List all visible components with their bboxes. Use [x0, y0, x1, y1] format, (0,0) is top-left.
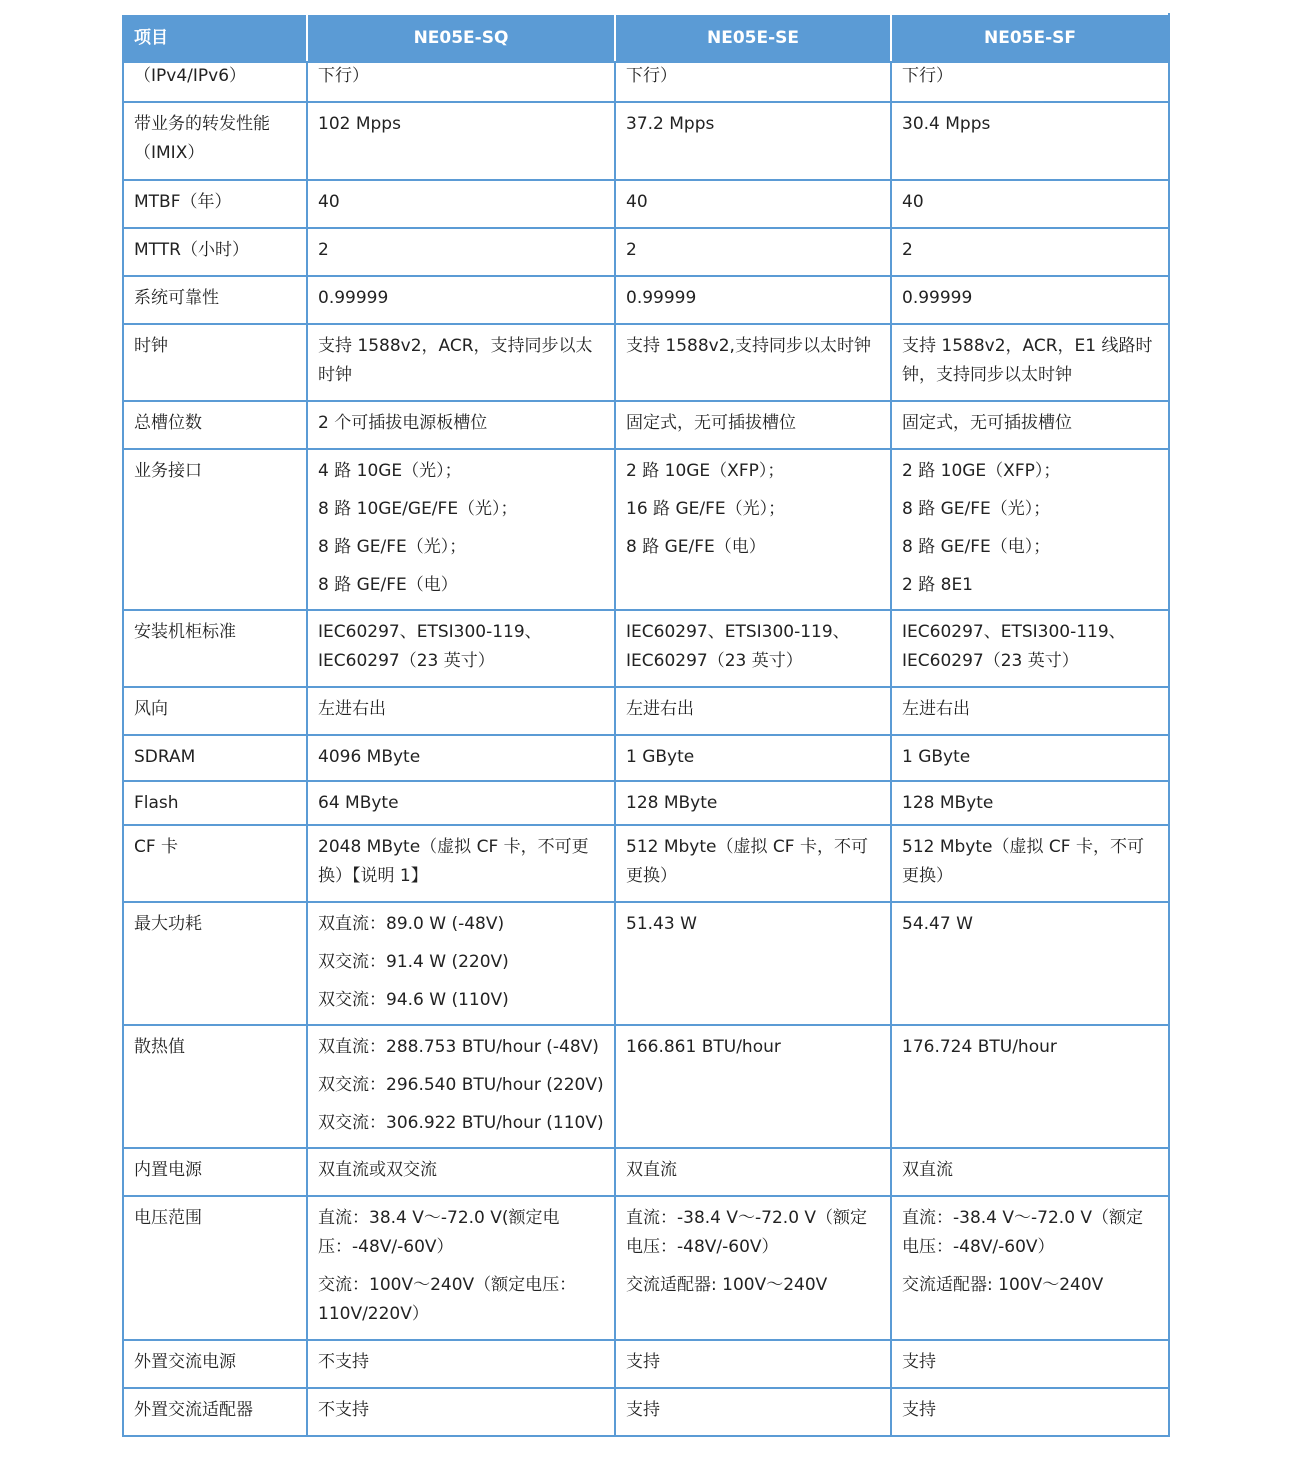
cell-line: 双交流：94.6 W (110V): [318, 990, 509, 1010]
table-cell: [615, 102, 891, 180]
table-cell: [891, 401, 1169, 449]
cell-line: 交流适配器: 100V～240V: [902, 1275, 1104, 1295]
table-row: [123, 1025, 1169, 1148]
row-label: （IPv4/IPv6）: [123, 62, 307, 102]
table-cell: [307, 180, 615, 228]
row-label: 带业务的转发性能（IMIX）: [123, 102, 307, 180]
table-cell: [615, 1025, 891, 1148]
table-cell: [307, 735, 615, 781]
cell-line: 不支持: [318, 1400, 369, 1420]
table-cell: [891, 735, 1169, 781]
table-cell: [307, 1025, 615, 1148]
table-cell: [615, 180, 891, 228]
table-cell: [891, 687, 1169, 735]
row-label: Flash: [123, 781, 307, 825]
cell-line: 166.861 BTU/hour: [626, 1037, 781, 1057]
cell-line: 2048 MByte（虚拟 CF 卡，不可更换）【说明 1】: [318, 837, 589, 886]
table-cell: [615, 62, 891, 102]
cell-line: 支持 1588v2,支持同步以太时钟: [626, 336, 871, 356]
table-cell: [891, 1025, 1169, 1148]
cell-line: 40: [318, 192, 340, 212]
cell-line: 交流：100V～240V（额定电压：110V/220V）: [318, 1275, 577, 1324]
table-cell: [891, 276, 1169, 324]
cell-line: 支持 1588v2，ACR，支持同步以太时钟: [318, 336, 593, 385]
table-cell: [891, 1196, 1169, 1340]
cell-line: 左进右出: [902, 699, 970, 719]
table-cell: [615, 324, 891, 401]
row-label: 外置交流电源: [123, 1340, 307, 1388]
row-label: 系统可靠性: [123, 276, 307, 324]
header-row: [123, 14, 1169, 62]
row-label: 总槽位数: [123, 401, 307, 449]
cell-line: 2 个可插拔电源板槽位: [318, 413, 488, 433]
cell-line: 下行）: [626, 66, 677, 86]
row-label: 电压范围: [123, 1196, 307, 1340]
table-header: [123, 14, 1169, 62]
cell-line: 双交流：306.922 BTU/hour (110V): [318, 1113, 604, 1133]
cell-line: 8 路 GE/FE（光）；: [902, 499, 1051, 519]
cell-line: 2 路 8E1: [902, 575, 973, 595]
row-label: 最大功耗: [123, 902, 307, 1025]
table-cell: [615, 902, 891, 1025]
cell-line: 40: [902, 192, 924, 212]
table-cell: [307, 62, 615, 102]
table-cell: [307, 1196, 615, 1340]
table-row: [123, 902, 1169, 1025]
cell-line: 8 路 GE/FE（光）；: [318, 537, 467, 557]
table-cell: [615, 1388, 891, 1436]
cell-line: 下行）: [318, 66, 369, 86]
table-cell: [891, 902, 1169, 1025]
cell-line: 8 路 GE/FE（电）；: [902, 537, 1051, 557]
table-body: [123, 62, 1169, 1436]
cell-line: 支持: [902, 1400, 936, 1420]
table-row: [123, 228, 1169, 276]
table-cell: [891, 610, 1169, 687]
table-cell: [891, 62, 1169, 102]
cell-line: 128 MByte: [902, 793, 994, 813]
table-cell: [891, 825, 1169, 902]
header-item: 项目: [123, 14, 307, 62]
cell-line: 左进右出: [318, 699, 386, 719]
table-row: [123, 276, 1169, 324]
cell-line: 双直流：288.753 BTU/hour (-48V): [318, 1037, 599, 1057]
table-row: [123, 449, 1169, 610]
row-label: 时钟: [123, 324, 307, 401]
cell-line: 54.47 W: [902, 914, 973, 934]
table-row: [123, 735, 1169, 781]
table-cell: [307, 610, 615, 687]
table-cell: [891, 781, 1169, 825]
cell-line: 37.2 Mpps: [626, 114, 715, 134]
table-cell: [891, 1340, 1169, 1388]
cell-line: 8 路 GE/FE（电）: [626, 537, 766, 557]
table-cell: [615, 825, 891, 902]
table-cell: [615, 276, 891, 324]
table-cell: [615, 687, 891, 735]
header-ne05e-se: NE05E-SE: [615, 14, 891, 62]
table-row: [123, 401, 1169, 449]
cell-line: 40: [626, 192, 648, 212]
cell-line: 2: [318, 240, 329, 260]
table-cell: [891, 1388, 1169, 1436]
cell-line: 4 路 10GE（光）；: [318, 461, 462, 481]
table-cell: [615, 735, 891, 781]
cell-line: 固定式，无可插拔槽位: [902, 413, 1072, 433]
cell-line: 0.99999: [902, 288, 973, 308]
table-row: [123, 1196, 1169, 1340]
table-cell: [307, 687, 615, 735]
table-row: [123, 102, 1169, 180]
table-cell: [891, 102, 1169, 180]
cell-line: 128 MByte: [626, 793, 718, 813]
cell-line: 支持: [626, 1352, 660, 1372]
row-label: MTBF（年）: [123, 180, 307, 228]
table-cell: [307, 781, 615, 825]
cell-line: 不支持: [318, 1352, 369, 1372]
row-label: 外置交流适配器: [123, 1388, 307, 1436]
table-row: [123, 610, 1169, 687]
cell-line: IEC60297、ETSI300-119、IEC60297（23 英寸）: [318, 622, 542, 671]
row-label: MTTR（小时）: [123, 228, 307, 276]
cell-line: 2 路 10GE（XFP）；: [902, 461, 1061, 481]
cell-line: 4096 MByte: [318, 747, 421, 767]
table-cell: [307, 449, 615, 610]
cell-line: 30.4 Mpps: [902, 114, 991, 134]
cell-line: 直流：-38.4 V～-72.0 V（额定电压：-48V/-60V）: [626, 1208, 868, 1257]
cell-line: 102 Mpps: [318, 114, 401, 134]
cell-line: 双交流：91.4 W (220V): [318, 952, 509, 972]
table-row: [123, 1148, 1169, 1196]
table-cell: [615, 449, 891, 610]
table-cell: [615, 781, 891, 825]
row-label: 风向: [123, 687, 307, 735]
cell-line: 512 Mbyte（虚拟 CF 卡，不可更换）: [626, 837, 868, 886]
cell-line: 64 MByte: [318, 793, 399, 813]
table-row: [123, 1340, 1169, 1388]
table-cell: [615, 610, 891, 687]
table-row: [123, 62, 1169, 102]
row-label: 安装机柜标准: [123, 610, 307, 687]
table-row: [123, 825, 1169, 902]
table-cell: [307, 401, 615, 449]
cell-line: 双直流：89.0 W (-48V): [318, 914, 505, 934]
table-cell: [615, 1340, 891, 1388]
row-label: 散热值: [123, 1025, 307, 1148]
table-cell: [307, 1148, 615, 1196]
table-cell: [891, 1148, 1169, 1196]
table-cell: [615, 1196, 891, 1340]
table-cell: [891, 324, 1169, 401]
table-row: [123, 324, 1169, 401]
cell-line: 双直流: [902, 1160, 953, 1180]
cell-line: 支持 1588v2，ACR，E1 线路时钟，支持同步以太时钟: [902, 336, 1153, 385]
table-cell: [615, 1148, 891, 1196]
table-cell: [307, 102, 615, 180]
cell-line: 下行）: [902, 66, 953, 86]
cell-line: 直流：38.4 V～-72.0 V(额定电压：-48V/-60V）: [318, 1208, 560, 1257]
row-label: 内置电源: [123, 1148, 307, 1196]
table-cell: [307, 324, 615, 401]
cell-line: IEC60297、ETSI300-119、IEC60297（23 英寸）: [902, 622, 1126, 671]
cell-line: 1 GByte: [626, 747, 695, 767]
cell-line: 8 路 GE/FE（电）: [318, 575, 458, 595]
cell-line: 1 GByte: [902, 747, 971, 767]
cell-line: 左进右出: [626, 699, 694, 719]
table-cell: [307, 825, 615, 902]
header-ne05e-sq: NE05E-SQ: [307, 14, 615, 62]
cell-line: 2: [626, 240, 637, 260]
cell-line: 交流适配器: 100V～240V: [626, 1275, 828, 1295]
cell-line: 双直流: [626, 1160, 677, 1180]
table-cell: [891, 449, 1169, 610]
cell-line: 512 Mbyte（虚拟 CF 卡，不可更换）: [902, 837, 1144, 886]
cell-line: 8 路 10GE/GE/FE（光）；: [318, 499, 518, 519]
table-cell: [307, 902, 615, 1025]
cell-line: 固定式，无可插拔槽位: [626, 413, 796, 433]
cell-line: 双直流或双交流: [318, 1160, 437, 1180]
cell-line: 直流：-38.4 V～-72.0 V（额定电压：-48V/-60V）: [902, 1208, 1144, 1257]
cell-line: 51.43 W: [626, 914, 697, 934]
row-label: CF 卡: [123, 825, 307, 902]
cell-line: IEC60297、ETSI300-119、IEC60297（23 英寸）: [626, 622, 850, 671]
cell-line: 2 路 10GE（XFP）；: [626, 461, 785, 481]
cell-line: 2: [902, 240, 913, 260]
table-row: [123, 180, 1169, 228]
spec-table: [122, 13, 1170, 1437]
table-cell: [307, 276, 615, 324]
table-row: [123, 781, 1169, 825]
table-row: [123, 687, 1169, 735]
table-cell: [615, 228, 891, 276]
table-cell: [891, 228, 1169, 276]
table-cell: [307, 1388, 615, 1436]
cell-line: 16 路 GE/FE（光）；: [626, 499, 786, 519]
cell-line: 176.724 BTU/hour: [902, 1037, 1057, 1057]
table-cell: [307, 1340, 615, 1388]
table-cell: [307, 228, 615, 276]
row-label: 业务接口: [123, 449, 307, 610]
row-label: SDRAM: [123, 735, 307, 781]
table-cell: [615, 401, 891, 449]
table-cell: [891, 180, 1169, 228]
cell-line: 0.99999: [318, 288, 389, 308]
cell-line: 支持: [902, 1352, 936, 1372]
cell-line: 0.99999: [626, 288, 697, 308]
cell-line: 支持: [626, 1400, 660, 1420]
cell-line: 双交流：296.540 BTU/hour (220V): [318, 1075, 604, 1095]
table-row: [123, 1388, 1169, 1436]
header-ne05e-sf: NE05E-SF: [891, 14, 1169, 62]
